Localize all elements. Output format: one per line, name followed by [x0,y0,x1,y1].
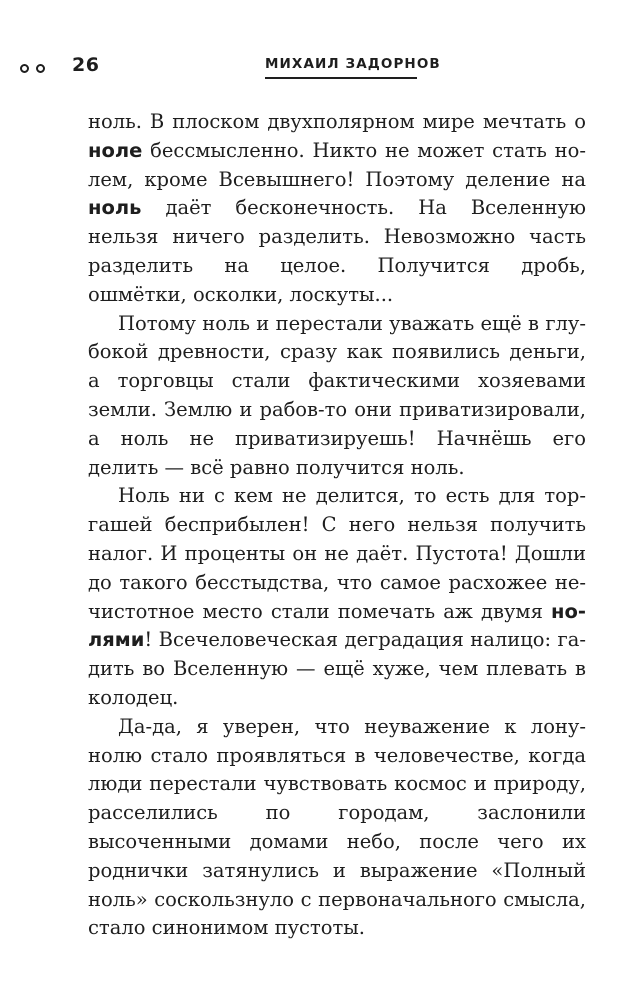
bold-word: нолями [88,599,586,652]
circle-icon [20,64,29,73]
bold-word: ноле [88,138,143,162]
paragraph [88,482,586,712]
text-run: Да-да, я уверен, что неуважение к лону-нолю стало проявляться в человечестве, когда люди перестали чувствовать космос и природу, расселились по городам, заслонили высоченными домами небо, после чего их роднички затянулись и выражение «Полный ноль» соскользнуло с первоначального смысла, стало синонимом пустоты. [88,714,586,940]
text-run: ! Всечеловеческая деградация налицо: гадить во Вселенную — ещё хуже, чем плевать в колодец. [88,628,586,709]
bold-word: ноль [88,196,142,220]
paragraph [88,108,586,310]
paragraph [88,713,586,943]
circle-icon [36,64,45,73]
paragraph [88,310,586,483]
text-run: Ноль ни с кем не делится, то есть для торгашей бесприбылен! С него нельзя получить налог. И проценты он не даёт. Пустота! Дошли до такого бесстыдства, что самое расхожее нечистотное место стали помечать аж двумя [88,484,586,623]
body-text [88,108,586,943]
text-run: бессмысленно. Никто не может стать нолем, кроме Всевышнего! Поэтому деление на [88,138,586,191]
text-run: даёт бесконечность. На Вселенную нельзя ничего разделить. Невозможно часть разделить на целое. Получится дробь, ошмётки, осколки, лоскуты... [88,196,586,306]
text-run: ноль. В плоском двухполярном мире мечтать о [88,110,586,133]
ornament-dots [20,60,52,74]
text-run: Потому ноль и перестали уважать ещё в глубокой древности, сразу как появились деньги, а торговцы стали фактическими хозяевами земли. Землю и рабов-то они приватизировали, а ноль не приватизируешь! Начнёшь его делить — всё равно получится ноль. [88,311,586,479]
running-head-underline [265,77,417,79]
page-header [0,52,643,82]
page-number: 26 [72,54,100,76]
running-head: МИХАИЛ ЗАДОРНОВ [265,56,441,72]
